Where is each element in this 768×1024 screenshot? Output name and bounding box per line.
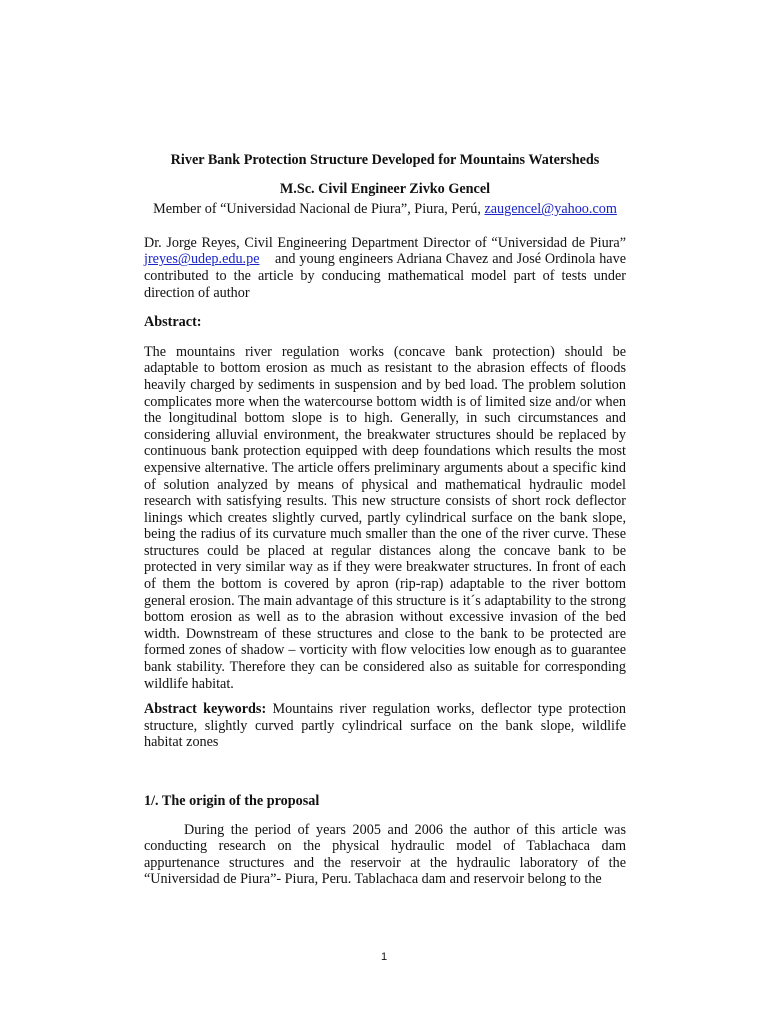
- section-1-heading: 1/. The origin of the proposal: [144, 793, 320, 809]
- keywords-label: Abstract keywords:: [144, 701, 267, 718]
- keywords-text: Mountains river regulation works, deflector type protection structure, slightly curved partly cylindrical surface on the bank slope, wildlife habitat zones: [144, 701, 626, 751]
- contributors-paragraph: [144, 234, 630, 301]
- author-name: M.Sc. Civil Engineer Zivko Gencel: [279, 180, 491, 197]
- author-email-link[interactable]: zaugencel@yahoo.com: [484, 201, 617, 218]
- contributor-email-link[interactable]: jreyes@udep.edu.pe: [144, 251, 260, 268]
- contributor-rest: and young engineers Adriana Chavez and José Ordinola have contributed to the article by conducing mathematical model part of tests under direction of author: [144, 251, 630, 301]
- page-number: 1: [380, 951, 388, 963]
- section-1-text: During the period of years 2005 and 2006 the author of this article was conducting research on the physical hydraulic model of Tablachaca dam appurtenance structures and the reservoir at the hydraulic laboratory of the “Universidad de Piura”- Piura, Peru. Tablachaca dam and reservoir belong to the: [144, 821, 626, 888]
- paper-title: River Bank Protection Structure Developed for Mountains Watersheds: [170, 152, 600, 168]
- affiliation-text: Member of “Universidad Nacional de Piura”, Piura, Perú,: [153, 201, 485, 218]
- author-affiliation: [144, 201, 626, 218]
- contributor-intro: Dr. Jorge Reyes, Civil Engineering Department Director of “Universidad de Piura”: [144, 234, 626, 251]
- page-content: [144, 152, 630, 888]
- abstract-keywords: [144, 701, 626, 751]
- abstract-heading: Abstract:: [144, 314, 202, 331]
- abstract-text: The mountains river regulation works (concave bank protection) should be adaptable to bottom erosion as much as resistant to the abrasion effects of floods heavily charged by sediments in suspension and by bed load. The problem solution complicates more when the watercourse bottom width is of limited size and/or when the longitudinal bottom slope is to high. Generally, in such circumstances and considering alluvial environment, the breakwater structures should be replaced by continuous bank protection equipped with deep foundations which results the most expensive alternative. The article offers preliminary arguments about a specific kind of solution analyzed by means of physical and mathematical hydraulic model research with satisfying results. This new structure consists of short rock deflector linings which creates slightly curved, partly cylindrical surface on the bank slope, being the radius of its curvature much smaller than the one of the river curve. These structures could be placed at regular distances along the concave bank to be protected in very similar way as if they were breakwater structures. In front of each of them the bottom is covered by apron (rip-rap) adaptable to the river bottom general erosion. The main advantage of this structure is it´s adaptability to the strong bottom erosion as well as to the abrasion without excessive invasion of the bed width. Downstream of these structures and close to the bank to be protected are formed zones of shadow – vorticity with flow velocities low enough as to guarantee bank stability. Therefore they can be considered also as suitable for corresponding wildlife habitat.: [144, 343, 626, 692]
